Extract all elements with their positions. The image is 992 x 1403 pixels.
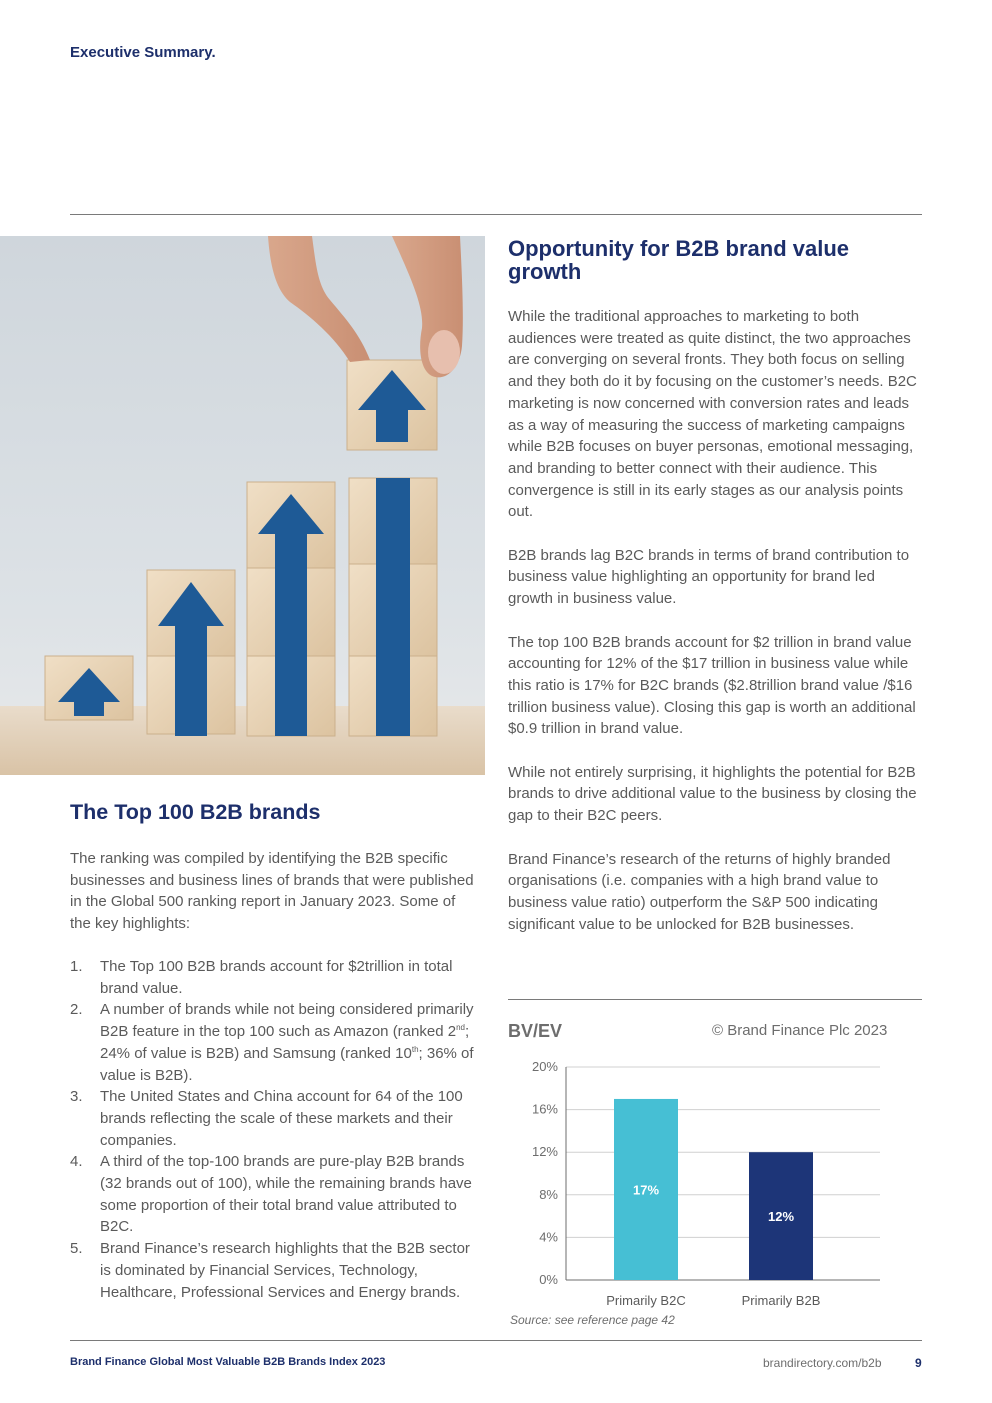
footer-url[interactable]: brandirectory.com/b2b [763,1356,882,1370]
list-number: 1. [70,958,83,975]
list-number: 3. [70,1088,83,1106]
data-label: 17% [632,1182,660,1198]
y-tick-label: 20% [531,1059,558,1074]
chart-title: BV/EV [508,1021,563,1041]
list-item [70,956,482,999]
list-text: A number of brands while not being considered primarily B2B feature in the top 100 such as Amazon (ranked 2 [100,1001,474,1041]
y-tick-label: 4% [539,1229,558,1245]
list-number: 4. [70,1153,83,1171]
opportunity-paragraph: B2B brands lag B2C brands in terms of brand contribution to business value highlighting an opportunity for brand led growth in business value. [508,546,910,608]
ordinal-suffix: nd [456,1023,465,1033]
list-number: 2. [70,1001,83,1019]
opportunity-body [508,306,922,957]
section-label: Executive Summary. [70,44,216,61]
chart-copyright: © Brand Finance Plc 2023 [712,1022,888,1039]
list-text: The Top 100 B2B brands account for $2trillion in total brand value. [100,958,453,997]
footer-divider [70,1340,922,1341]
list-text: The United States and China account for 64 of the 100 brands reflecting the scale of these markets and their companies. [100,1088,463,1149]
y-tick-label: 8% [539,1186,558,1202]
ordinal-suffix: th [411,1044,419,1054]
opportunity-paragraph: Brand Finance’s research of the returns of highly branded organisations (i.e. companies with a high brand value to business value ratio) outperform the S&P 500 indicating significant value to be unlocked for B2B businesses. [508,850,891,933]
opportunity-title: Opportunity for B2B brand value growth [508,236,850,284]
list-text: A third of the top-100 brands are pure-play B2B brands (32 brands out of 100), while the remaining brands have some proportion of their total brand value attributed to B2C. [100,1153,472,1236]
x-tick-label: Primarily B2C [606,1293,686,1308]
y-tick-label: 12% [531,1144,558,1160]
list-item [70,999,482,1086]
opportunity-paragraph: While the traditional approaches to marketing to both audiences were treated as quite distinct, the two approaches are converging on several fronts. They both focus on selling and they both do it by focusing on the customer’s needs. B2C marketing is now concerned with conversion rates and leads as a way of measuring the success of marketing campaigns while B2B focuses on buyer personas, emotional messaging, and branding to better connect with their audience. This convergence is still in its early stages as our analysis points out. [508,308,917,521]
list-item [70,1086,482,1151]
blocks-arrows-photo [0,236,485,775]
list-item [70,1238,482,1303]
list-text: Brand Finance’s research highlights that the B2B sector is dominated by Financial Services, Technology, Healthcare, Professional Services and Energy brands. [100,1240,470,1301]
list-text: ; 24% of value is B2B) and Samsung (ranked 10 [100,1023,470,1062]
highlights-list [70,956,482,1303]
top100-title: The Top 100 B2B brands [70,800,321,824]
y-tick-label: 16% [531,1101,558,1117]
list-item [70,1151,482,1238]
list-number: 5. [70,1240,83,1258]
header-divider [70,214,922,215]
opportunity-paragraph: While not entirely surprising, it highlights the potential for B2B brands to drive additional value to the business by closing the gap to their B2C peers. [508,763,917,825]
bv-ev-bar-chart [508,1050,922,1312]
chart-source: Source: see reference page 42 [510,1313,675,1327]
chart-divider [508,999,922,1000]
y-tick-label: 0% [539,1272,558,1287]
footer-publication: Brand Finance Global Most Valuable B2B Brands Index 2023 [70,1356,386,1368]
data-label: 12% [767,1209,795,1225]
page-number: 9 [915,1356,922,1370]
list-text: ; 36% of value is B2B). [100,1044,474,1084]
opportunity-paragraph: The top 100 B2B brands account for $2 trillion in brand value accounting for 12% of the $17 trillion in business value while this ratio is 17% for B2C brands ($2.8trillion brand value /$16 trillion business value). Closing this gap is worth an additional $0.9 trillion in brand value. [508,633,916,738]
top100-intro: The ranking was compiled by identifying the B2B specific businesses and business lines of brands that were published in the Global 500 ranking report in January 2023. Some of the key highlights: [70,850,474,933]
x-tick-label: Primarily B2B [741,1293,821,1308]
